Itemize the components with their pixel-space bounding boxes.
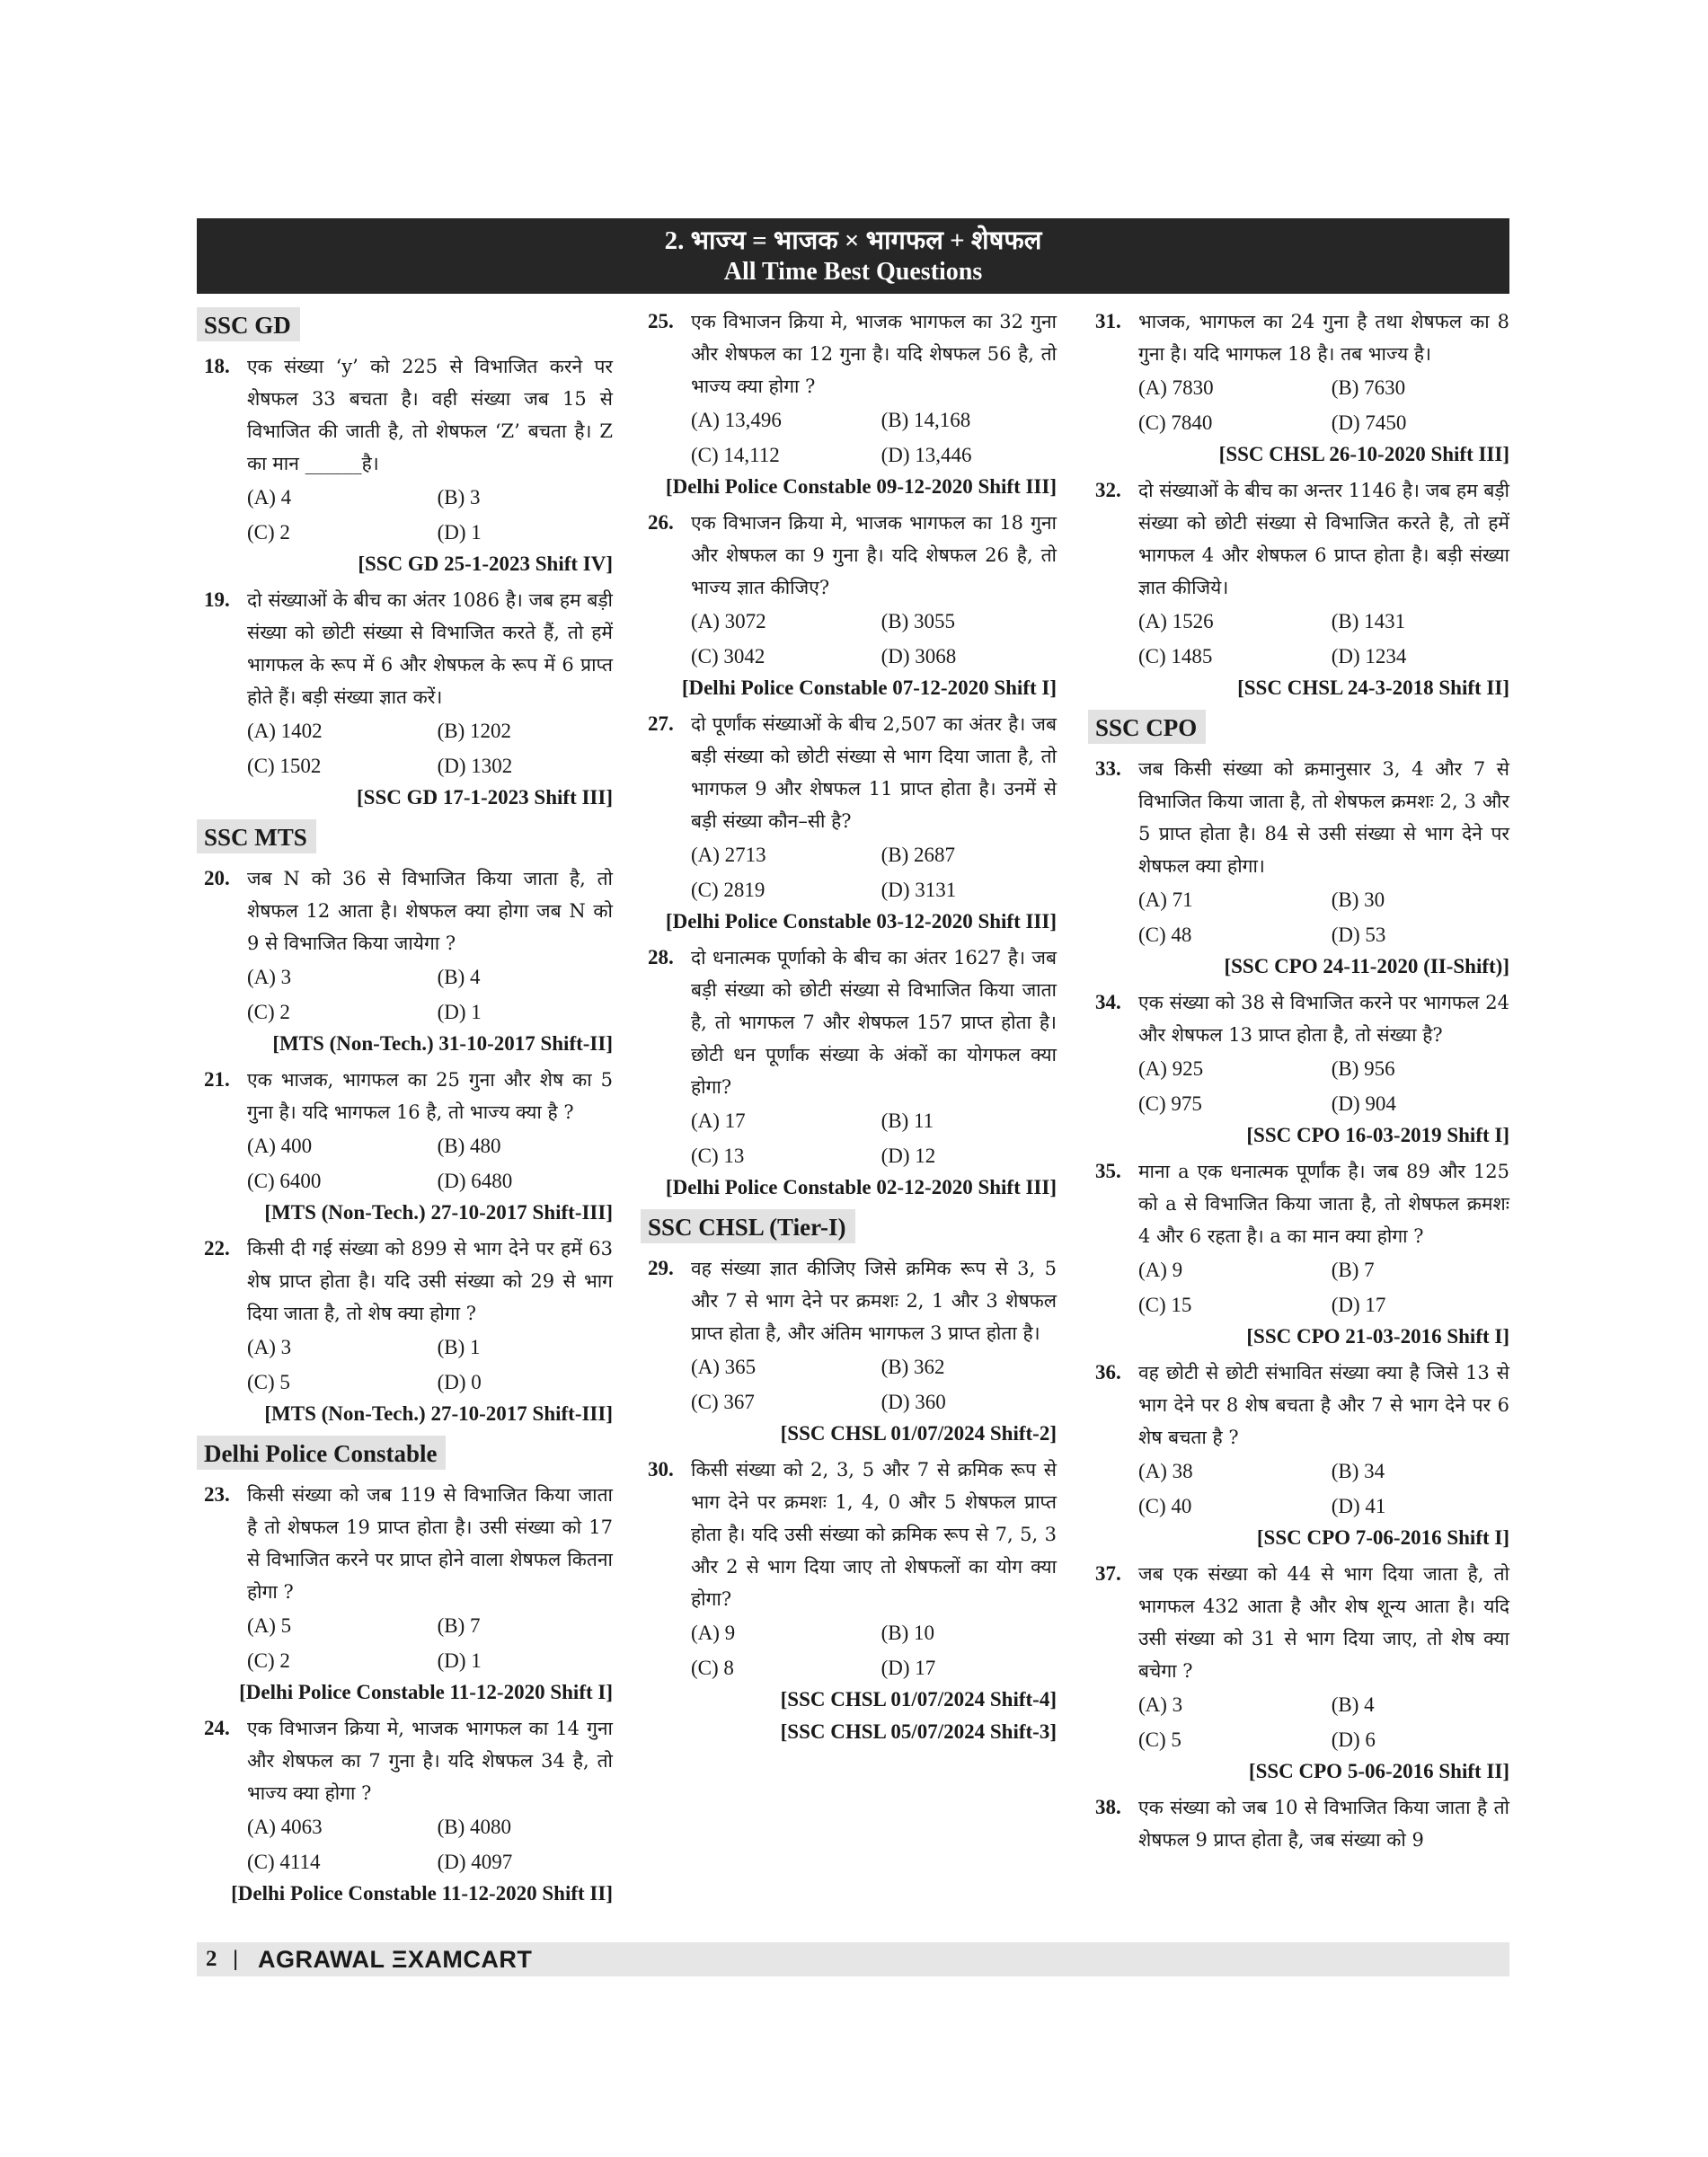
option-d: (D) 1 <box>437 521 482 544</box>
footer-separator: | <box>233 1947 239 1971</box>
question-21 <box>197 1064 613 1227</box>
question-text: दो संख्याओं के बीच का अंतर 1086 है। जब हम बड़ी संख्या को छोटी संख्या से विभाजित करते हैं, तो हमें भागफल के रूप में 6 और शेषफल के रूप में 6 प्राप्त होते हैं। बड़ी संख्या ज्ञात करें। <box>247 589 613 708</box>
question-text: किसी संख्या को जब 119 से विभाजित किया जाता है तो शेषफल 19 प्राप्त होता है। उसी संख्या को 17 से विभाजित करने पर प्राप्त होने वाला शेषफल कितना होगा ? <box>247 1484 613 1603</box>
question-29 <box>641 1252 1057 1448</box>
column-1 <box>197 305 613 1914</box>
options <box>247 959 613 1030</box>
option-a: (A) 1526 <box>1138 610 1214 632</box>
question-20 <box>197 862 613 1058</box>
question-number: 31. <box>1095 310 1121 332</box>
question-28 <box>641 941 1057 1202</box>
option-c: (C) 15 <box>1138 1294 1192 1316</box>
options <box>247 713 613 783</box>
question-text: दो पूर्णांक संख्याओं के बीच 2,507 का अंतर है। जब बड़ी संख्या को छोटी संख्या से भाग दिया जाता है, तो भागफल 9 और शेषफल 11 प्राप्त होता है। उनमें से बड़ी संख्या कौन–सी है? <box>691 713 1057 832</box>
question-source: [Delhi Police Constable 11-12-2020 Shift I] <box>239 1681 613 1703</box>
question-text: किसी संख्या को 2, 3, 5 और 7 से क्रमिक रूप से भाग देने पर क्रमशः 1, 4, 0 और 5 शेषफल प्राप्त होता है। यदि उसी संख्या को क्रमिक रूप से 7, 5, 3 और 2 से भाग दिया जाए तो शेषफलों का योग क्या होगा? <box>691 1459 1057 1610</box>
question-text: वह संख्या ज्ञात कीजिए जिसे क्रमिक रूप से 3, 5 और 7 से भाग देने पर क्रमशः 2, 1 और 3 शेषफल प्राप्त होता है, और अंतिम भागफल 3 प्राप्त होता है। <box>691 1258 1057 1344</box>
option-d: (D) 0 <box>437 1371 482 1393</box>
option-c: (C) 7840 <box>1138 411 1213 434</box>
option-c: (C) 1502 <box>247 755 322 777</box>
question-number: 37. <box>1095 1562 1121 1585</box>
option-a: (A) 9 <box>691 1622 736 1644</box>
option-c: (C) 2 <box>247 1649 290 1672</box>
question-source: [MTS (Non-Tech.) 31-10-2017 Shift-II] <box>272 1032 613 1055</box>
question-35 <box>1088 1155 1509 1351</box>
options <box>247 1128 613 1198</box>
option-d: (D) 3131 <box>881 879 957 901</box>
options <box>691 1615 1057 1685</box>
option-b: (B) 1202 <box>437 720 512 742</box>
question-24 <box>197 1712 613 1908</box>
option-c: (C) 13 <box>691 1145 745 1167</box>
option-b: (B) 4 <box>437 966 481 988</box>
column-2 <box>641 305 1057 1752</box>
option-d: (D) 13,446 <box>881 444 972 466</box>
question-number: 30. <box>648 1458 674 1481</box>
option-b: (B) 11 <box>881 1109 934 1132</box>
option-a: (A) 9 <box>1138 1259 1183 1281</box>
section-heading-ssc-cpo: SSC CPO <box>1088 710 1206 744</box>
option-a: (A) 3072 <box>691 610 766 632</box>
question-number: 27. <box>648 712 674 735</box>
question-source: [Delhi Police Constable 03-12-2020 Shift III] <box>665 910 1057 933</box>
option-a: (A) 3 <box>247 966 292 988</box>
question-number: 29. <box>648 1257 674 1279</box>
option-a: (A) 7830 <box>1138 376 1214 399</box>
option-b: (B) 3055 <box>881 610 956 632</box>
option-c: (C) 2 <box>247 1001 290 1023</box>
section-heading-delhi-police: Delhi Police Constable <box>197 1436 446 1470</box>
question-text: एक विभाजन क्रिया मे, भाजक भागफल का 18 गुना और शेषफल का 9 गुना है। यदि शेषफल 26 है, तो भाज्य ज्ञात कीजिए? <box>691 512 1057 598</box>
option-a: (A) 5 <box>247 1614 292 1637</box>
option-c: (C) 14,112 <box>691 444 780 466</box>
options <box>691 604 1057 674</box>
options <box>1138 1454 1509 1524</box>
question-source: [SSC CHSL 01/07/2024 Shift-4] <box>780 1688 1057 1711</box>
question-26 <box>641 507 1057 703</box>
question-source: [SSC GD 25-1-2023 Shift IV] <box>358 553 613 575</box>
question-number: 23. <box>204 1483 230 1506</box>
option-d: (D) 7450 <box>1331 411 1407 434</box>
question-34 <box>1088 986 1509 1150</box>
question-31 <box>1088 305 1509 469</box>
option-b: (B) 4 <box>1331 1693 1375 1716</box>
option-b: (B) 3 <box>437 486 481 508</box>
question-source: [SSC CPO 21-03-2016 Shift I] <box>1246 1325 1509 1348</box>
question-number: 20. <box>204 867 230 889</box>
question-number: 26. <box>648 511 674 534</box>
option-a: (A) 4063 <box>247 1816 323 1838</box>
question-source: [SSC CPO 24-11-2020 (II-Shift)] <box>1224 955 1509 977</box>
options <box>1138 1687 1509 1757</box>
question-number: 32. <box>1095 479 1121 501</box>
question-text: भाजक, भागफल का 24 गुना है तथा शेषफल का 8 गुना है। यदि भागफल 18 है। तब भाज्य है। <box>1138 311 1509 365</box>
question-36 <box>1088 1357 1509 1552</box>
question-text: माना a एक धनात्मक पूर्णांक है। जब 89 और 125 को a से विभाजित किया जाता है, तो शेषफल क्रमशः 4 और 6 रहता है। a का मान क्या होगा ? <box>1138 1161 1509 1247</box>
question-22 <box>197 1233 613 1428</box>
option-d: (D) 6480 <box>437 1170 513 1192</box>
option-d: (D) 1 <box>437 1649 482 1672</box>
option-c: (C) 2819 <box>691 879 766 901</box>
option-b: (B) 7 <box>1331 1259 1375 1281</box>
option-b: (B) 30 <box>1331 888 1385 911</box>
option-d: (D) 12 <box>881 1145 936 1167</box>
option-d: (D) 904 <box>1331 1092 1396 1115</box>
option-c: (C) 3042 <box>691 645 766 667</box>
question-number: 22. <box>204 1237 230 1260</box>
question-source: [SSC CPO 16-03-2019 Shift I] <box>1246 1124 1509 1146</box>
question-source-2: [SSC CHSL 05/07/2024 Shift-3] <box>780 1720 1057 1743</box>
options <box>247 1608 613 1678</box>
options <box>247 1809 613 1879</box>
section-heading-ssc-gd: SSC GD <box>197 307 300 341</box>
options <box>691 837 1057 907</box>
page-number: 2 <box>206 1947 217 1971</box>
question-text: एक भाजक, भागफल का 25 गुना और शेष का 5 गुना है। यदि भागफल 16 है, तो भाज्य क्या है ? <box>247 1069 613 1123</box>
question-number: 25. <box>648 310 674 332</box>
option-c: (C) 5 <box>1138 1728 1181 1751</box>
question-source: [MTS (Non-Tech.) 27-10-2017 Shift-III] <box>264 1402 613 1425</box>
option-a: (A) 365 <box>691 1356 757 1378</box>
options <box>1138 604 1509 674</box>
page-footer <box>197 1942 1509 1976</box>
column-3 <box>1088 305 1509 1861</box>
question-30 <box>641 1454 1057 1746</box>
section-heading-ssc-chsl: SSC CHSL (Tier-I) <box>641 1209 855 1243</box>
option-b: (B) 1431 <box>1331 610 1406 632</box>
option-b: (B) 10 <box>881 1622 935 1644</box>
options <box>1138 1252 1509 1322</box>
question-text: एक संख्या ‘y’ को 225 से विभाजित करने पर शेषफल 33 बचता है। वही संख्या जब 15 से विभाजित की जाती है, तो शेषफल ‘Z’ बचता है। Z का मान ______है। <box>247 356 613 474</box>
option-a: (A) 17 <box>691 1109 746 1132</box>
option-a: (A) 13,496 <box>691 409 782 431</box>
question-number: 38. <box>1095 1796 1121 1818</box>
question-number: 28. <box>648 946 674 968</box>
question-number: 24. <box>204 1717 230 1739</box>
question-number: 35. <box>1095 1160 1121 1182</box>
option-c: (C) 40 <box>1138 1495 1192 1517</box>
publisher-logo: AGRAWAL ΞXAMCART <box>258 1946 533 1973</box>
question-text: वह छोटी से छोटी संभावित संख्या क्या है जिसे 13 से भाग देने पर 8 शेष बचता है और 7 से भाग देने पर 6 शेष बचता है ? <box>1138 1362 1509 1448</box>
chapter-subtitle: All Time Best Questions <box>723 258 983 286</box>
question-number: 18. <box>204 355 230 377</box>
question-33 <box>1088 753 1509 981</box>
section-heading-ssc-mts: SSC MTS <box>197 819 316 853</box>
question-text: दो संख्याओं के बीच का अन्तर 1146 है। जब हम बड़ी संख्या को छोटी संख्या से विभाजित करते है, तो हमें भागफल 4 और शेषफल 6 प्राप्त होता है। बड़ी संख्या ज्ञात कीजिये। <box>1138 480 1509 598</box>
option-d: (D) 1 <box>437 1001 482 1023</box>
question-source: [Delhi Police Constable 07-12-2020 Shift I] <box>681 676 1057 699</box>
question-text: जब N को 36 से विभाजित किया जाता है, तो शेषफल 12 आता है। शेषफल क्या होगा जब N को 9 से विभाजित किया जायेगा ? <box>247 868 613 954</box>
question-23 <box>197 1479 613 1707</box>
option-c: (C) 6400 <box>247 1170 322 1192</box>
option-d: (D) 360 <box>881 1391 946 1413</box>
question-number: 33. <box>1095 757 1121 780</box>
option-b: (B) 14,168 <box>881 409 971 431</box>
question-text: जब किसी संख्या को क्रमानुसार 3, 4 और 7 से विभाजित किया जाता है, तो शेषफल क्रमशः 2, 3 और 5 प्राप्त होता है। 84 से उसी संख्या से भाग देने पर शेषफल क्या होगा। <box>1138 758 1509 877</box>
question-source: [SSC GD 17-1-2023 Shift III] <box>357 786 613 809</box>
option-d: (D) 1234 <box>1331 645 1407 667</box>
option-d: (D) 17 <box>881 1657 936 1679</box>
option-a: (A) 1402 <box>247 720 323 742</box>
options <box>691 1349 1057 1419</box>
chapter-title: 2. भाज्य = भाजक × भागफल + शेषफल <box>664 226 1042 255</box>
question-text: एक विभाजन क्रिया मे, भाजक भागफल का 14 गुना और शेषफल का 7 गुना है। यदि शेषफल 34 है, तो भाज्य क्या होगा ? <box>247 1718 613 1804</box>
question-number: 34. <box>1095 991 1121 1013</box>
question-text: एक संख्या को जब 10 से विभाजित किया जाता है तो शेषफल 9 प्राप्त होता है, जब संख्या को 9 <box>1138 1797 1509 1851</box>
question-number: 19. <box>204 588 230 611</box>
options <box>247 480 613 550</box>
options <box>1138 1051 1509 1121</box>
option-d: (D) 3068 <box>881 645 957 667</box>
question-37 <box>1088 1558 1509 1786</box>
option-d: (D) 17 <box>1331 1294 1386 1316</box>
question-source: [SSC CHSL 26-10-2020 Shift III] <box>1218 443 1509 465</box>
option-c: (C) 367 <box>691 1391 755 1413</box>
option-a: (A) 3 <box>1138 1693 1183 1716</box>
option-b: (B) 34 <box>1331 1460 1385 1482</box>
question-text: दो धनात्मक पूर्णाको के बीच का अंतर 1627 है। जब बड़ी संख्या को छोटी संख्या से विभाजित किया जाता है, तो भागफल 7 और शेषफल 157 प्राप्त होता है। छोटी धन पूर्णांक संख्या के अंकों का योगफल क्या होगा? <box>691 947 1057 1098</box>
option-a: (A) 38 <box>1138 1460 1193 1482</box>
question-text: जब एक संख्या को 44 से भाग दिया जाता है, तो भागफल 432 आता है और शेष शून्य आता है। यदि उसी संख्या को 31 से भाग दिया जाए, तो शेष क्या बचेगा ? <box>1138 1563 1509 1682</box>
question-32 <box>1088 474 1509 703</box>
option-a: (A) 71 <box>1138 888 1193 911</box>
question-source: [Delhi Police Constable 11-12-2020 Shift II] <box>231 1882 613 1905</box>
option-c: (C) 8 <box>691 1657 734 1679</box>
question-source: [SSC CHSL 01/07/2024 Shift-2] <box>780 1422 1057 1445</box>
option-d: (D) 53 <box>1331 924 1386 946</box>
option-c: (C) 5 <box>247 1371 290 1393</box>
question-19 <box>197 584 613 812</box>
options <box>691 402 1057 473</box>
option-b: (B) 362 <box>881 1356 945 1378</box>
option-d: (D) 1302 <box>437 755 513 777</box>
option-d: (D) 41 <box>1331 1495 1386 1517</box>
question-source: [SSC CPO 5-06-2016 Shift II] <box>1248 1760 1509 1782</box>
question-number: 36. <box>1095 1361 1121 1383</box>
chapter-header <box>197 218 1509 294</box>
option-c: (C) 1485 <box>1138 645 1213 667</box>
question-source: [MTS (Non-Tech.) 27-10-2017 Shift-III] <box>264 1201 613 1224</box>
question-18 <box>197 350 613 579</box>
options <box>247 1330 613 1400</box>
options <box>1138 882 1509 952</box>
option-b: (B) 956 <box>1331 1057 1395 1080</box>
option-c: (C) 975 <box>1138 1092 1202 1115</box>
question-text: एक विभाजन क्रिया मे, भाजक भागफल का 32 गुना और शेषफल का 12 गुना है। यदि शेषफल 56 है, तो भाज्य क्या होगा ? <box>691 311 1057 397</box>
option-a: (A) 2713 <box>691 844 766 866</box>
question-source: [Delhi Police Constable 02-12-2020 Shift III] <box>665 1176 1057 1198</box>
option-b: (B) 4080 <box>437 1816 512 1838</box>
option-d: (D) 4097 <box>437 1851 513 1873</box>
options <box>691 1103 1057 1173</box>
option-b: (B) 7630 <box>1331 376 1406 399</box>
option-a: (A) 400 <box>247 1135 313 1157</box>
option-c: (C) 4114 <box>247 1851 321 1873</box>
options <box>1138 370 1509 440</box>
question-25 <box>641 305 1057 501</box>
question-source: [SSC CHSL 24-3-2018 Shift II] <box>1237 676 1509 699</box>
option-b: (B) 480 <box>437 1135 501 1157</box>
option-b: (B) 2687 <box>881 844 956 866</box>
question-27 <box>641 708 1057 936</box>
question-source: [SSC CPO 7-06-2016 Shift I] <box>1256 1526 1509 1549</box>
option-a: (A) 925 <box>1138 1057 1204 1080</box>
option-d: (D) 6 <box>1331 1728 1376 1751</box>
option-a: (A) 4 <box>247 486 292 508</box>
option-b: (B) 7 <box>437 1614 481 1637</box>
option-c: (C) 2 <box>247 521 290 544</box>
option-a: (A) 3 <box>247 1336 292 1358</box>
option-b: (B) 1 <box>437 1336 481 1358</box>
question-text: एक संख्या को 38 से विभाजित करने पर भागफल 24 और शेषफल 13 प्राप्त होता है, तो संख्या है? <box>1138 992 1509 1046</box>
question-number: 21. <box>204 1068 230 1091</box>
question-source: [Delhi Police Constable 09-12-2020 Shift III] <box>665 475 1057 498</box>
question-text: किसी दी गई संख्या को 899 से भाग देने पर हमें 63 शेष प्राप्त होता है। यदि उसी संख्या को 29 से भाग दिया जाता है, तो शेष क्या होगा ? <box>247 1238 613 1324</box>
option-c: (C) 48 <box>1138 924 1192 946</box>
question-38 <box>1088 1791 1509 1856</box>
